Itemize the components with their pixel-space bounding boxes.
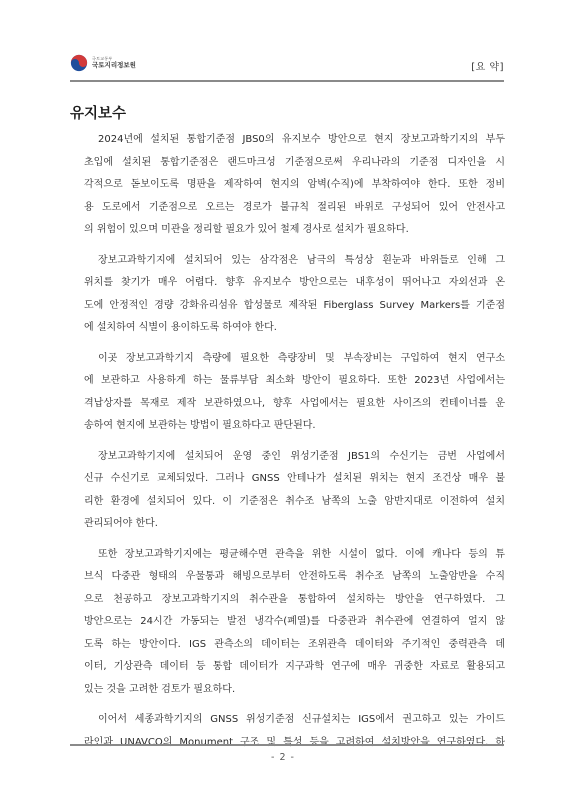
text-line: 에 보관하고 사용하게 하는 물류부담 최소화 방안이 필요하다. 또한 2023년 사업에서는 <box>84 375 505 386</box>
text-line: 이터, 기상관측 데이터 등 통합 데이터가 지구과학 연구에 매우 귀중한 자료로 활용되고 <box>84 661 505 672</box>
text-line: 또한 장보고과학기지에는 평균해수면 관측을 위한 시설이 없다. 이에 캐나다 등의 튜 <box>98 548 505 560</box>
header-divider <box>70 80 504 82</box>
text-line: 각적으로 돋보이도록 명판을 제작하여 현지의 암벽(수직)에 부착하여야 한다. 또한 정비 <box>84 179 505 190</box>
text-line: 장보고과학기지에 설치되어 있는 삼각점은 남극의 특성상 흰눈과 바위들로 인해 그 <box>98 254 505 266</box>
text-line: 신규 수신기로 교체되었다. 그러나 GNSS 안테나가 설치된 위치는 현지 조건상 매우 불 <box>84 473 505 484</box>
text-line: 있는 것을 고려한 검토가 필요하다. <box>84 683 236 695</box>
text-line: 으로 천공하고 장보고과학기지의 취수관을 통합하여 설치하는 방안을 연구하였다. 그 <box>84 593 505 605</box>
taegeuk-logo-icon <box>70 54 88 72</box>
text-line: 2024년에 설치된 통합기준점 JBS0의 유지보수 방안으로 현지 장보고과학기지의 부두 <box>98 134 505 145</box>
text-line: 이곳 장보고과학기지 측량에 필요한 측량장비 및 부속장비는 구입하여 현지 연구소 <box>98 352 505 364</box>
text-line: 용 도로에서 기준점으로 오르는 경로가 불규칙 절리된 바위로 구성되어 있어 안전사고 <box>84 201 505 213</box>
paragraph <box>70 544 505 702</box>
text-line: 송하여 현지에 보관하는 방법이 필요하다고 판단된다. <box>84 420 316 431</box>
document-body <box>70 129 505 762</box>
text-line: 에 설치하여 식별이 용이하도록 하여야 한다. <box>84 322 277 333</box>
org-name-text: 국토지리정보원 <box>92 61 136 70</box>
org-logo <box>70 50 136 76</box>
text-line: 라인과 UNAVCO의 Monument 구조 및 특성 등을 고려하여 설치방안을 연구하였다. 하 <box>84 736 505 748</box>
page-number: - 2 - <box>271 752 295 763</box>
footer-divider <box>70 744 504 746</box>
text-line: 리한 환경에 설치되어 있다. 이 기준점은 취수조 남쪽의 노출 암반지대로 이전하여 설치 <box>84 495 505 507</box>
text-line: 도에 안정적인 경량 강화유리섬유 합성물로 제작된 Fiberglass Survey Markers를 기준점 <box>84 299 505 311</box>
text-line: 장보고과학기지에 설치되어 운영 중인 위성기준점 JBS1의 수신기는 금번 사업에서 <box>98 450 505 462</box>
text-line: 위치를 찾기가 매우 어렵다. 향후 유지보수 방안으로는 내후성이 뛰어나고 자외선과 온 <box>84 277 505 288</box>
paragraph <box>70 129 505 242</box>
text-line: 격납상자를 목재로 제작 보관하였으나, 향후 사업에서는 필요한 사이즈의 컨테이너를 운 <box>84 397 505 409</box>
paragraph <box>70 250 505 340</box>
section-label: [요 약] <box>471 62 504 73</box>
paragraph <box>70 348 505 438</box>
text-line: 관리되어야 한다. <box>84 518 158 529</box>
section-title: 유지보수 <box>70 106 127 122</box>
text-line: 의 위험이 있으며 미관을 정리할 필요가 있어 철제 경사로 설치가 필요하다. <box>84 224 409 235</box>
text-line: 초입에 설치된 통합기준점은 랜드마크성 기준점으로써 우리나라의 기준점 디자인을 시 <box>84 156 505 168</box>
text-line: 방안으로는 24시간 가동되는 발전 냉각수(폐열)를 다중관과 취수관에 연결하여 얼지 않 <box>84 616 505 627</box>
paragraph <box>70 446 505 536</box>
text-line: 브식 다중관 형태의 우물통과 해빙으로부터 안전하도록 취수조 남쪽의 노출암반을 수직 <box>84 571 505 582</box>
text-line: 이어서 세종과학기지의 GNSS 위성기준점 신규설치는 IGS에서 권고하고 있는 가이드 <box>98 714 505 725</box>
text-line: 도록 하는 방안이다. IGS 관측소의 데이터는 조위관측 데이터와 주기적인 중력관측 데 <box>84 638 505 650</box>
page-header <box>70 50 504 76</box>
paragraph <box>70 709 505 754</box>
org-small-text: 국토교통부 <box>92 56 113 62</box>
